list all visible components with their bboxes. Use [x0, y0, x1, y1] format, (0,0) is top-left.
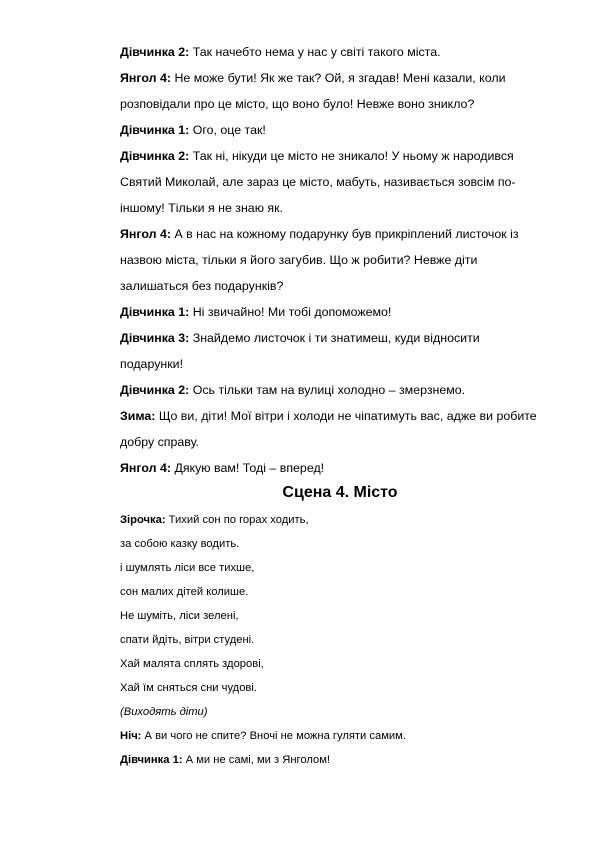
dialogue-line — [120, 724, 560, 748]
line-text: добру справу. — [120, 435, 200, 449]
speaker-name: Зима: — [120, 409, 156, 423]
line-text: назвою міста, тільки я його загубив. Що ж робити? Невже діти — [120, 253, 478, 267]
line-text: Ого, оце так! — [192, 123, 266, 137]
dialogue-continuation — [120, 429, 560, 455]
dialogue-line — [120, 377, 560, 403]
poem-block — [120, 508, 560, 772]
dialogue-continuation — [120, 351, 560, 377]
speaker-name: Дівчинка 3: — [120, 331, 190, 345]
line-text: Святий Миколай, але зараз це місто, мабуть, називається зовсім по- — [120, 175, 516, 189]
poem-line: Хай їм сняться сни чудові. — [120, 682, 257, 694]
dialogue-line — [120, 117, 560, 143]
speaker-name: Янгол 4: — [120, 227, 171, 241]
poem-line — [120, 508, 560, 532]
dialogue-line — [120, 403, 560, 429]
poem-line: спати йдіть, вітри студені. — [120, 634, 255, 646]
speaker-name: Дівчинка 1: — [120, 123, 190, 137]
line-text: подарунки! — [120, 357, 184, 371]
dialogue-line — [120, 65, 560, 91]
line-text: Ні звичайно! Ми тобі допоможемо! — [192, 305, 392, 319]
line-text: Так ні, нікуди це місто не зникало! У ньому ж народився — [192, 149, 514, 163]
poem-line: Не шуміть, ліси зелені, — [120, 610, 239, 622]
line-text: Не може бути! Як же так? Ой, я згадав! Мені казали, коли — [174, 71, 506, 85]
speaker-name: Дівчинка 1: — [120, 754, 183, 766]
scene-heading-block — [120, 474, 560, 508]
line-text: Тихий сон по горах ходить, — [168, 514, 309, 526]
line-text: Що ви, діти! Мої вітри і холоди не чіпатимуть вас, адже ви робите — [158, 409, 537, 423]
dialogue-continuation — [120, 247, 560, 273]
dialogue-continuation — [120, 273, 560, 299]
line-text: Так начебто нема у нас у світі такого міста. — [192, 45, 441, 59]
dialogue-continuation — [120, 91, 560, 117]
dialogue-line — [120, 325, 560, 351]
speaker-name: Ніч: — [120, 730, 142, 742]
speaker-name: Янгол 4: — [120, 461, 171, 475]
dialogue-block — [120, 39, 560, 481]
dialogue-line — [120, 748, 560, 772]
line-text: Дякую вам! Тоді – вперед! — [174, 461, 325, 475]
line-text: Ось тільки там на вулиці холодно – змерзнемо. — [192, 383, 466, 397]
speaker-name: Дівчинка 1: — [120, 305, 190, 319]
line-text: А в нас на кожному подарунку був прикріплений листочок із — [174, 227, 519, 241]
speaker-name: Зірочка: — [120, 514, 166, 526]
speaker-name: Янгол 4: — [120, 71, 171, 85]
scene-heading: Сцена 4. Місто — [282, 484, 398, 501]
dialogue-line — [120, 143, 560, 169]
line-text: А ви чого не спите? Вночі не можна гуляти самим. — [144, 730, 406, 742]
poem-line: за собою казку водить. — [120, 538, 240, 550]
dialogue-continuation — [120, 195, 560, 221]
dialogue-continuation — [120, 169, 560, 195]
line-text: іншому! Тільки я не знаю як. — [120, 201, 284, 215]
poem-line: сон малих дітей колише. — [120, 586, 249, 598]
poem-line: Хай малята сплять здорові, — [120, 658, 264, 670]
line-text: розповідали про це місто, що воно було! Невже воно зникло? — [120, 97, 475, 111]
dialogue-line — [120, 221, 560, 247]
line-text: А ми не самі, ми з Янголом! — [185, 754, 331, 766]
line-text: Знайдемо листочок і ти знатимеш, куди відносити — [192, 331, 480, 345]
poem-line: і шумлять ліси все тихше, — [120, 562, 255, 574]
stage-direction: (Виходять діти) — [120, 706, 208, 718]
speaker-name: Дівчинка 2: — [120, 45, 190, 59]
speaker-name: Дівчинка 2: — [120, 149, 190, 163]
line-text: залишаться без подарунків? — [120, 279, 284, 293]
speaker-name: Дівчинка 2: — [120, 383, 190, 397]
dialogue-line — [120, 39, 560, 65]
dialogue-line — [120, 299, 560, 325]
